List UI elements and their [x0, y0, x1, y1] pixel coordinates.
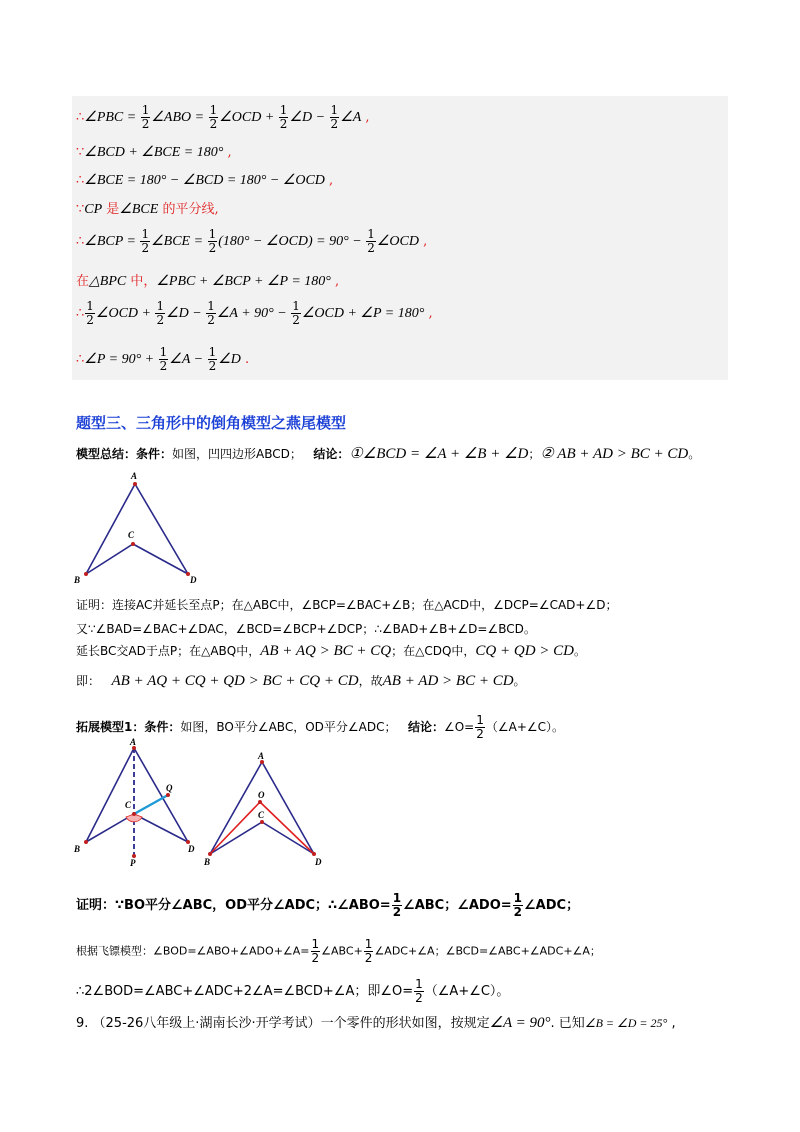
question-9: 9. （25-26八年级上·湖南长沙·开学考试）一个零件的形状如图，按规定∠A = 90°. 已知∠B = ∠D = 25° , [76, 1015, 676, 1031]
proof2-line2: 根据飞镖模型：∠BOD=∠ABO+∠ADO+∠A= $\frac{1}{2}$ ∠ABC+ $\frac{1}{2}$ ∠ADC+∠A；∠BCD=∠ABC+∠ADC+∠A； [76, 937, 601, 965]
solution-line-2: ∵∠BCD + ∠BCE = 180° , [76, 145, 232, 160]
solution-line-7: ∴ $\frac{1}{2}$ ∠OCD + $\frac{1}{2}$ ∠D − $\frac{1}{2}$ ∠A + 90° − $\frac{1}{2}$ ∠OCD + ∠P = 180° , [76, 299, 433, 327]
proof2-line3: ∴2∠BOD=∠ABC+∠ADC+2∠A=∠BCD+∠A；即∠O= $\frac{1}{2}$ （∠A+∠C）。 [76, 977, 510, 1005]
proof1-line4: 即： AB + AQ + CQ + QD > BC + CQ + CD，故AB + AD > BC + CD。 [76, 673, 526, 689]
svg-text:P: P [130, 858, 136, 868]
proof1-line3: 延长BC交AD于点P；在△ABQ中，AB + AQ > BC + CQ；在△CDQ中，CQ + QD > CD。 [76, 643, 587, 659]
extension-model-1: 拓展模型1：条件：如图，BO平分∠ABC，OD平分∠ADC； 结论：∠O= $\frac{1}{2}$ （∠A+∠C）。 [76, 713, 565, 741]
svg-text:D: D [188, 844, 195, 854]
svg-text:C: C [258, 810, 265, 820]
svg-text:B: B [74, 575, 81, 585]
solution-line-3: ∴∠BCE = 180° − ∠BCD = 180° − ∠OCD , [76, 173, 334, 188]
dart-figure [70, 470, 210, 590]
svg-text:A: A [131, 471, 138, 481]
svg-text:C: C [128, 530, 135, 540]
dart-extension-figure [70, 738, 210, 868]
model-summary: 模型总结：条件：如图，凹四边形ABCD； 结论：①∠BCD = ∠A + ∠B + ∠D；② AB + AD > BC + CD。 [76, 446, 701, 462]
svg-text:A: A [130, 738, 137, 747]
svg-text:O: O [258, 790, 265, 800]
solution-line-8: ∴∠P = 90° + $\frac{1}{2}$ ∠A − $\frac{1}{2}$ ∠D . [76, 345, 250, 373]
svg-text:D: D [315, 857, 322, 867]
proof1-line2: 又∵∠BAD=∠BAC+∠DAC，∠BCD=∠BCP+∠DCP；∴∠BAD+∠B+∠D=∠BCD。 [76, 622, 536, 636]
solution-line-6: 在△BPC 中，∠PBC + ∠BCP + ∠P = 180° , [76, 274, 340, 289]
solution-line-4: ∵CP 是∠BCE 的平分线, [76, 202, 219, 217]
nested-dart-figure [196, 750, 336, 870]
solution-line-5: ∴∠BCP = $\frac{1}{2}$ ∠BCE = $\frac{1}{2}$ (180° − ∠OCD) = 90° − $\frac{1}{2}$ ∠OCD , [76, 227, 428, 255]
svg-text:C: C [125, 800, 132, 810]
svg-text:A: A [258, 751, 265, 761]
section-heading: 题型三、三角形中的倒角模型之燕尾模型 [76, 414, 347, 432]
svg-text:B: B [74, 844, 81, 854]
svg-text:Q: Q [166, 783, 173, 793]
svg-text:B: B [204, 857, 211, 867]
proof2-line1: 证明：∵BO平分∠ABC，OD平分∠ADC；∴∠ABO= $\frac{1}{2}$ ∠ABC；∠ADO= $\frac{1}{2}$ ∠ADC； [76, 891, 580, 919]
svg-text:D: D [190, 575, 197, 585]
proof1-line1: 证明：连接AC并延长至点P；在△ABC中，∠BCP=∠BAC+∠B；在△ACD中，∠DCP=∠CAD+∠D； [76, 598, 618, 612]
solution-line-1: ∴∠PBC = $\frac{1}{2}$ ∠ABO = $\frac{1}{2}$ ∠OCD + $\frac{1}{2}$ ∠D − $\frac{1}{2}$ ∠A , [76, 103, 370, 131]
